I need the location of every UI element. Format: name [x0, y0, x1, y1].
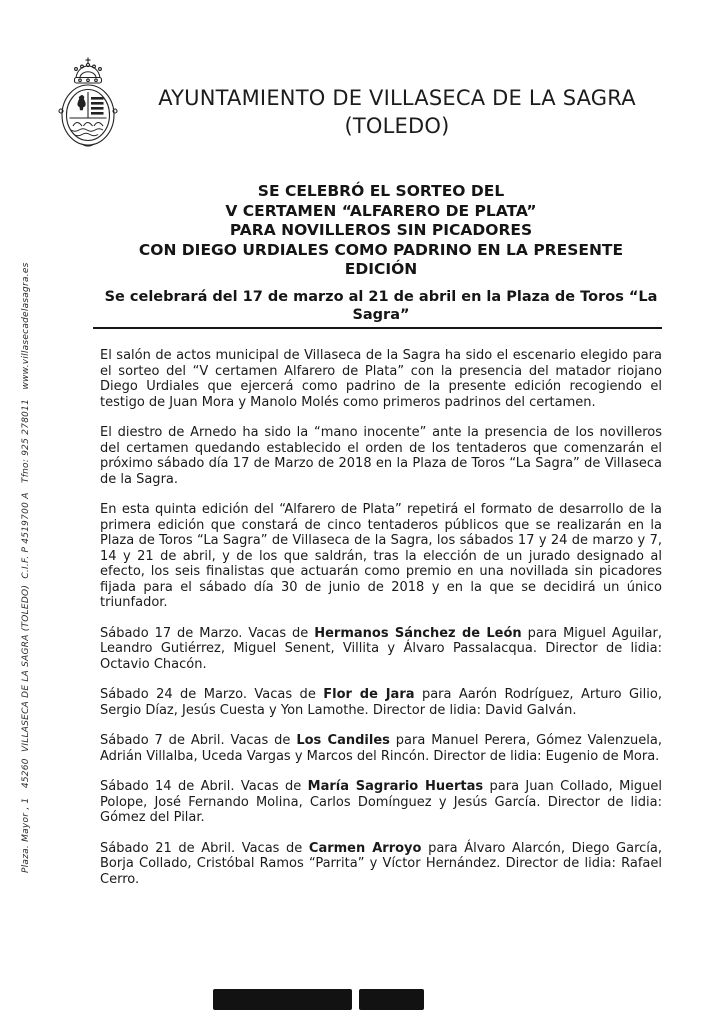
ganaderia-name: Los Candiles [296, 733, 390, 748]
paragraph-text: para Juan Collado, Miguel Polope, José Fernando Molina, Carlos Domínguez y Jesús García. Director de lidia: Gómez del Pilar. [100, 779, 662, 825]
ganaderia-name: Carmen Arroyo [308, 840, 422, 856]
paragraph-text: para Álvaro Alarcón, Diego García, Borja Collado, Cristóbal Ramos “Parrita” y Víctor Hernández. Director de lidia: Rafael Cerro. [100, 840, 662, 887]
headline-line: EDICIÓN [344, 260, 418, 278]
paragraph-text: Sábado 17 de Marzo. Vacas de [100, 625, 315, 641]
footer-bar-left [213, 989, 352, 1010]
headline-line: CON DIEGO URDIALES COMO PADRINO EN LA PRESENTE [138, 240, 624, 259]
ganaderia-name: María Sagrario Huertas [307, 779, 484, 794]
headline [100, 182, 662, 280]
paragraph [100, 687, 662, 718]
headline-line: V CERTAMEN “ALFARERO DE PLATA” [225, 201, 537, 220]
body-text [100, 348, 662, 902]
headline-line: SE CELEBRÓ EL SORTEO DEL [257, 182, 505, 200]
organization-title [112, 84, 682, 140]
divider-rule [93, 327, 662, 329]
ganaderia-name: Flor de Jara [323, 687, 415, 702]
organization-name: AYUNTAMIENTO DE VILLASECA DE LA SAGRA [158, 86, 636, 110]
paragraph-text: para Manuel Perera, Gómez Valenzuela, Adrián Villalba, Uceda Vargas y Marcos del Rincón. Director de lidia: Eugenio de Mora. [100, 733, 662, 764]
organization-province: (TOLEDO) [344, 114, 450, 138]
paragraph [100, 733, 662, 764]
paragraph-text: Sábado 7 de Abril. Vacas de [100, 733, 297, 748]
paragraph [100, 841, 662, 888]
paragraph [100, 425, 662, 487]
paragraph [100, 626, 662, 673]
paragraph-text: El salón de actos municipal de Villaseca de la Sagra ha sido el escenario elegido para el sorteo del “V certamen Alfarero de Plata” con la presencia del matador riojano Diego Urdiales que ejercerá como padrino de la presente edición recogiendo el testigo de Juan Mora y Manolo Molés como primeros padrinos del certamen. [100, 348, 662, 410]
footer-bar-right [359, 989, 424, 1010]
paragraph-text: Sábado 24 de Marzo. Vacas de [100, 687, 324, 702]
paragraph-text: El diestro de Arnedo ha sido la “mano inocente” ante la presencia de los novilleros del certamen quedando establecido el orden de los tentaderos que comenzarán el próximo sábado día 17 de Marzo de 2018 en la Plaza de Toros “La Sagra” de Villaseca de la Sagra. [100, 425, 662, 487]
ganaderia-name: Hermanos Sánchez de León [314, 625, 522, 641]
paragraph [100, 348, 662, 410]
paragraph-text: Sábado 14 de Abril. Vacas de [100, 779, 308, 794]
sidebar-contact-text: Plaza. Mayor , 1 45260 VILLASECA DE LA SAGRA (TOLEDO) C.I.F. P 4519700 A Tfno: 925 278011 www.villasecadelasagra.es [21, 262, 31, 873]
paragraph-text: En esta quinta edición del “Alfarero de Plata” repetirá el formato de desarrollo de la primera edición que constará de cinco tentaderos públicos que se realizarán en la Plaza de Toros “La Sagra” de Villaseca de la Sagra, los sábados 17 y 24 de marzo y 7, 14 y 21 de abril, y de los que saldrán, tras la elección de un jurado designado al efecto, los seis finalistas que actuarán como premio en una novillada sin picadores fijada para el sábado día 30 de junio de 2018 y en la que se decidirá un único triunfador. [100, 502, 662, 610]
paragraph [100, 502, 662, 611]
paragraph-text: para Aarón Rodríguez, Arturo Gilio, Sergio Díaz, Jesús Cuesta y Yon Lamothe. Director de lidia: David Galván. [100, 687, 662, 718]
paragraph-text: para Miguel Aguilar, Leandro Gutiérrez, Miguel Senent, Villita y Álvaro Passalacqua. Director de lidia: Octavio Chacón. [100, 625, 662, 672]
paragraph-text: Sábado 21 de Abril. Vacas de [100, 840, 309, 856]
headline-line: PARA NOVILLEROS SIN PICADORES [229, 221, 533, 239]
coat-of-arms-icon [56, 56, 120, 148]
subtitle: Se celebrará del 17 de marzo al 21 de abril en la Plaza de Toros “La Sagra” [104, 289, 658, 323]
paragraph [100, 779, 662, 826]
